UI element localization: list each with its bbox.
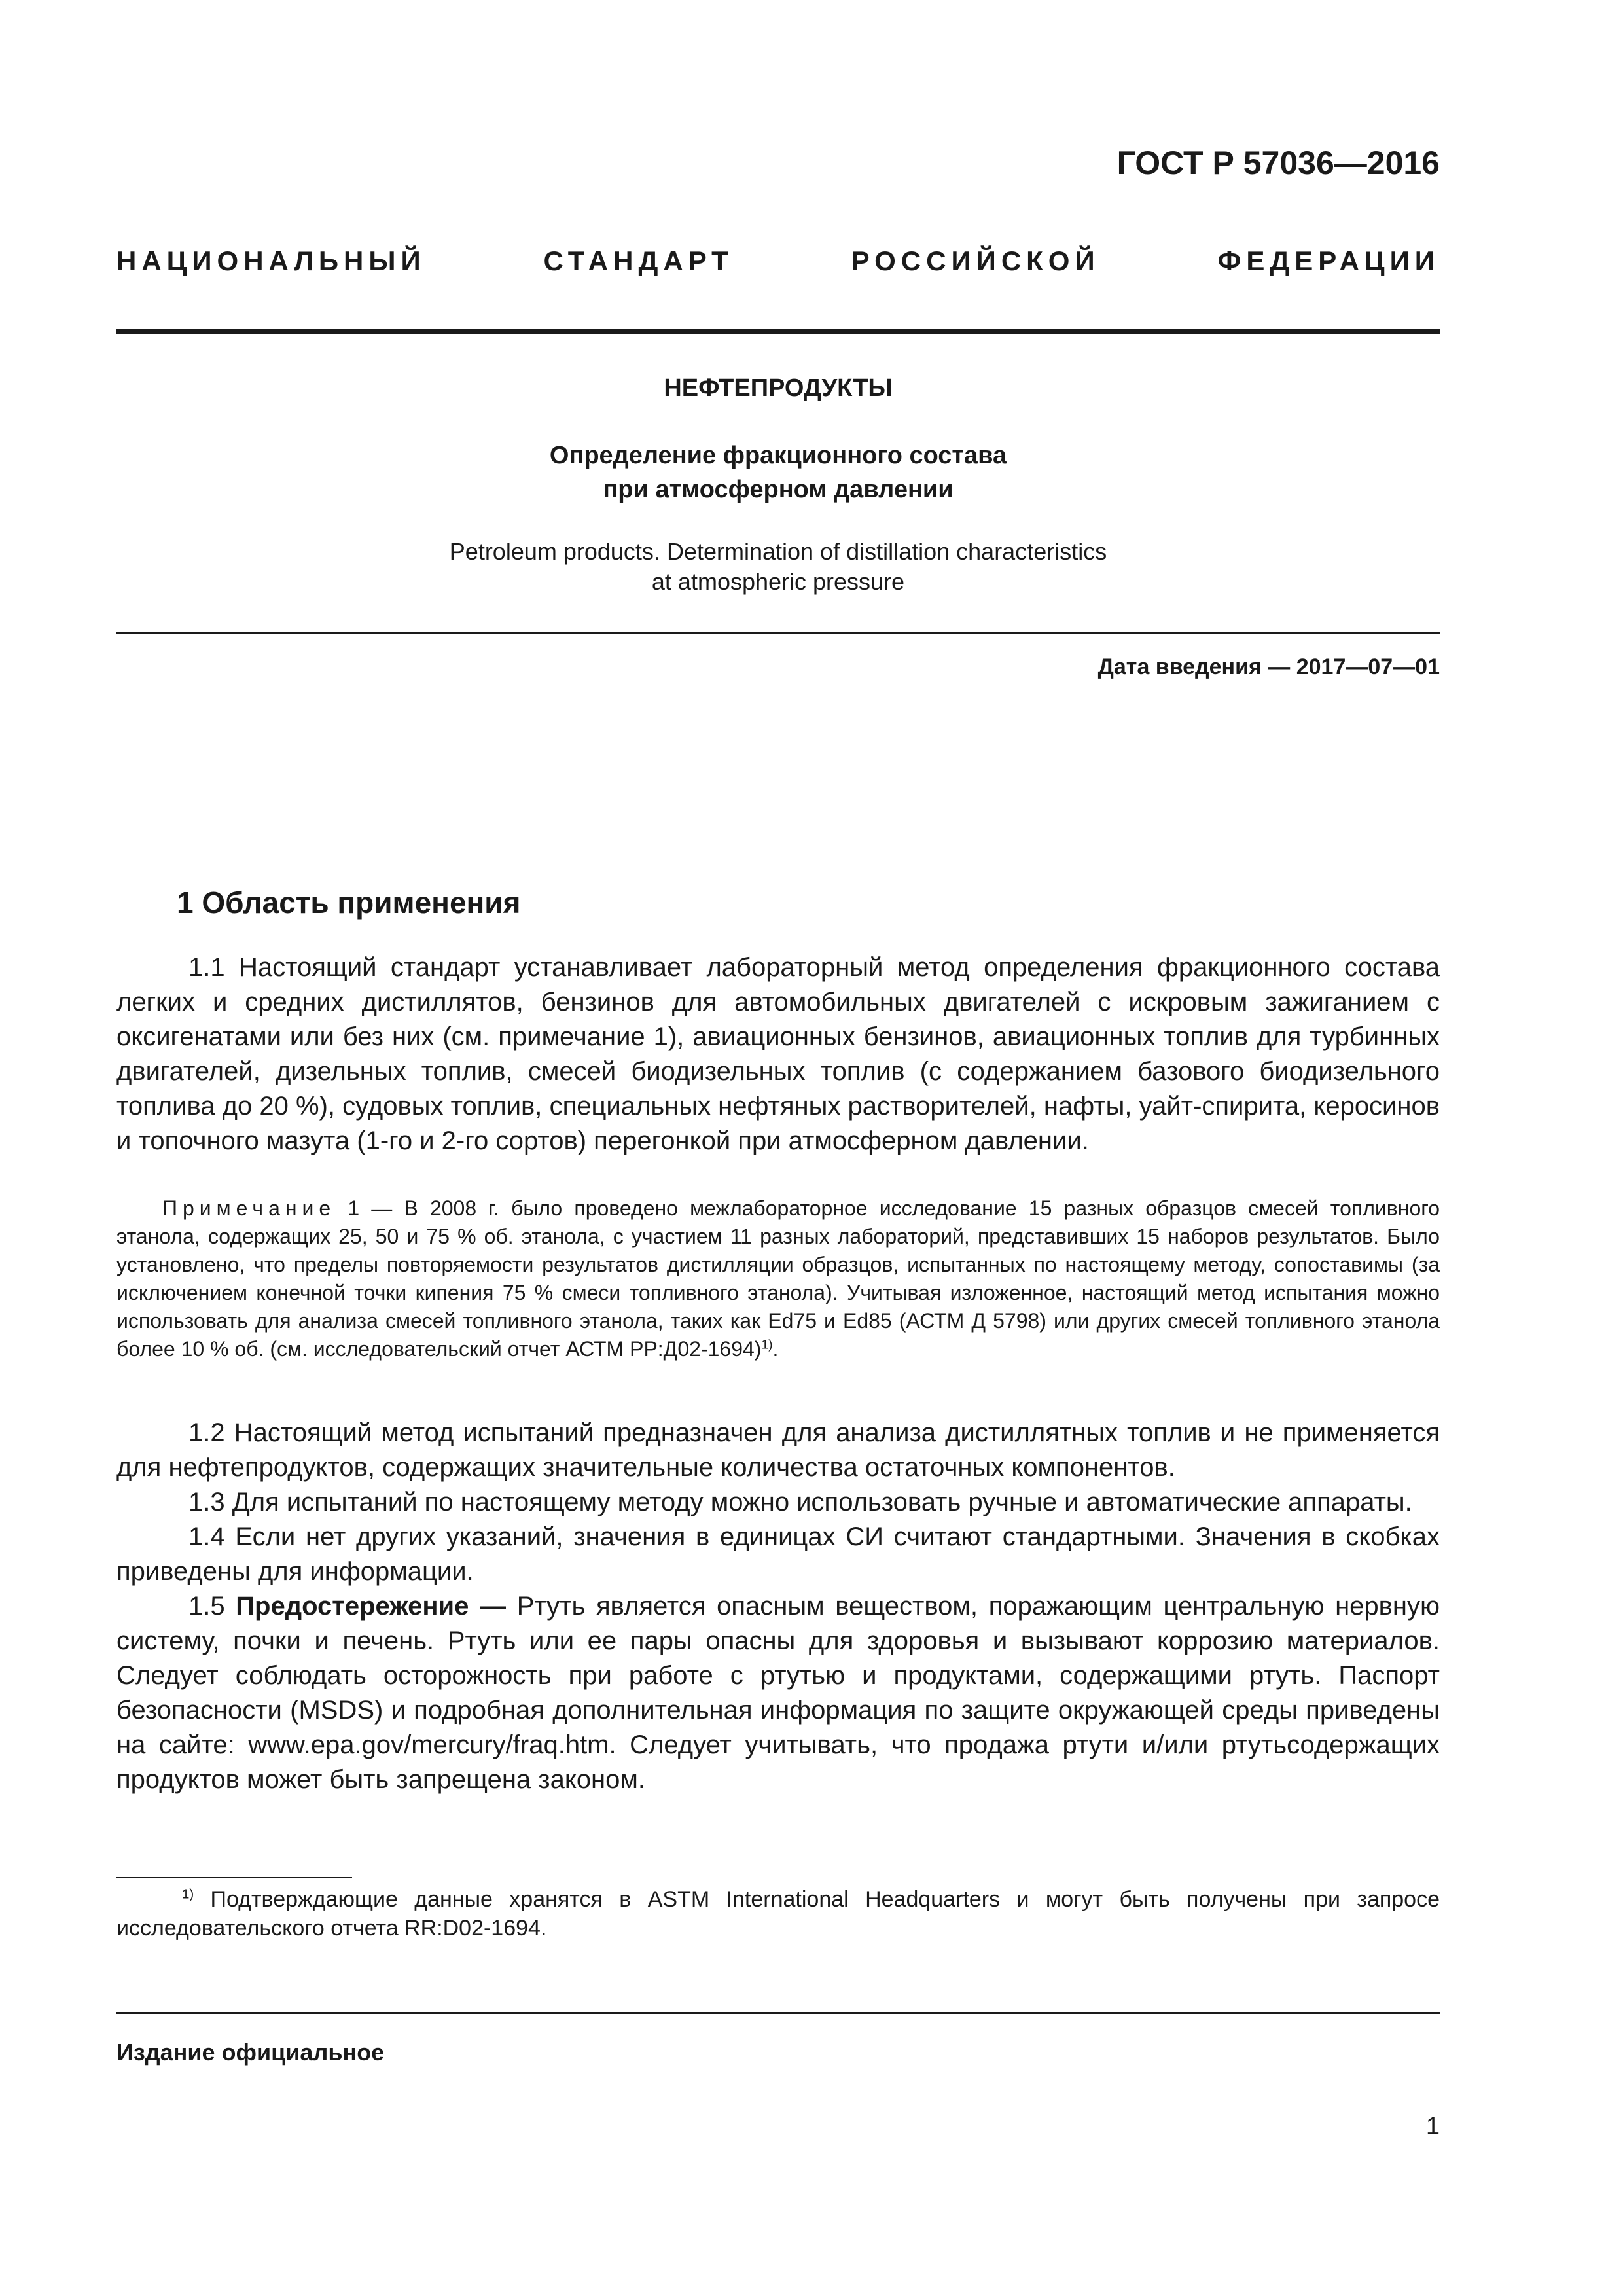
paragraph-1-2: 1.2 Настоящий метод испытаний предназначен для анализа дистиллятных топлив и не применяется для нефтепродуктов, содержащих значительные количества остаточных компонентов. xyxy=(116,1418,1440,1482)
national-word-3: РОССИЙСКОЙ xyxy=(851,245,1100,276)
national-standard-heading xyxy=(116,245,1440,277)
note-end: . xyxy=(772,1337,779,1361)
document-title: НЕФТЕПРОДУКТЫ xyxy=(664,374,893,402)
english-title xyxy=(116,537,1440,597)
footer-divider xyxy=(116,2012,1440,2014)
paragraph-1-1-text: 1.1 Настоящий стандарт устанавливает лабораторный метод определения фракционного состава легких и средних дистиллятов, бензинов для автомобильных двигателей с искровым зажиганием с оксигенатами или без них (см. примечание 1), авиационных бензинов, авиационных топлив для турбинных двигателей, дизельных топлив, смесей биодизельных топлив (с содержанием базового биодизельного топлива до 20 %), судовых топлив, специальных нефтяных растворителей, нафты, уайт-спирита, керосинов и топочного мазута (1-го и 2-го сортов) перегонкой при атмосферном давлении. xyxy=(116,953,1440,1155)
paragraph-1-3: 1.3 Для испытаний по настоящему методу можно использовать ручные и автоматические аппараты. xyxy=(188,1488,1412,1516)
section-heading: 1 Область применения xyxy=(177,886,521,920)
footnote-marker: 1) xyxy=(182,1887,194,1902)
subtitle-line-1: Определение фракционного состава xyxy=(549,442,1007,469)
subtitle-line-2: при атмосферном давлении xyxy=(603,476,954,503)
standard-number: ГОСТ Р 57036—2016 xyxy=(1116,145,1440,181)
warning-label: Предостережение — xyxy=(236,1592,507,1621)
national-word-1: НАЦИОНАЛЬНЫЙ xyxy=(116,245,426,276)
english-title-line-1: Petroleum products. Determination of distillation characteristics xyxy=(449,538,1107,565)
note-body: 1 — В 2008 г. было проведено межлабораторное исследование 15 разных образцов смесей топливного этанола, содержащих 25, 50 и 75 % об. этанола, с участием 11 разных лабораторий, представивших 15 наборов результатов. Было установлено, что пределы повторяемости результатов дистилляции образцов, испытанных по настоящему методу, сопоставимы (за исключением конечной точки кипения 75 % смеси топливного этанола). Учитывая изложенное, настоящий метод испытания можно использовать для анализа смесей топливного этанола, таких как Ed75 и Ed85 (АСТМ Д 5798) или других смесей топливного этанола более 10 % об. (см. исследовательский отчет АСТМ PP:Д02-1694) xyxy=(116,1196,1440,1361)
paragraph-1-5-text: Ртуть является опасным веществом, поражающим центральную нервную систему, почки и печень. Ртуть или ее пары опасны для здоровья и вызывают коррозию материалов. Следует соблюдать осторожность при работе с ртутью и продуктами, содержащими ртуть. Паспорт безопасности (MSDS) и подробная дополнительная информация по защите окружающей среды приведены на сайте: www.epa.gov/mercury/fraq.htm. Следует учитывать, что продажа ртути и/или ртутьсодержащих продуктов может быть запрещена законом. xyxy=(116,1592,1440,1794)
paragraph-1-1 xyxy=(116,950,1440,1158)
note-1 xyxy=(116,1194,1440,1363)
edition-label: Издание официальное xyxy=(116,2039,385,2066)
footnote xyxy=(116,1885,1440,1943)
note-1-text xyxy=(116,1194,1440,1363)
english-title-line-2: at atmospheric pressure xyxy=(651,568,905,595)
paragraphs-1-2-to-1-5 xyxy=(116,1416,1440,1797)
title-divider xyxy=(116,632,1440,634)
paragraph-1-5-number: 1.5 xyxy=(188,1592,236,1621)
footnote-divider xyxy=(116,1877,352,1878)
page-number: 1 xyxy=(1425,2113,1440,2140)
document-subtitle xyxy=(116,439,1440,507)
header-divider xyxy=(116,329,1440,334)
footnote-body: Подтверждающие данные хранятся в ASTM International Headquarters и могут быть получены при запросе исследовательского отчета RR:D02-1694. xyxy=(116,1887,1440,1941)
national-word-2: СТАНДАРТ xyxy=(543,245,734,276)
note-label: Примечание xyxy=(162,1196,336,1220)
paragraph-1-5 xyxy=(116,1589,1440,1797)
national-word-4: ФЕДЕРАЦИИ xyxy=(1217,245,1440,276)
footnote-text xyxy=(116,1885,1440,1943)
paragraph-1-4: 1.4 Если нет других указаний, значения в единицах СИ считают стандартными. Значения в скобках приведены для информации. xyxy=(116,1522,1440,1586)
introduction-date: Дата введения — 2017—07—01 xyxy=(1097,655,1440,679)
note-footnote-ref: 1) xyxy=(761,1338,773,1352)
